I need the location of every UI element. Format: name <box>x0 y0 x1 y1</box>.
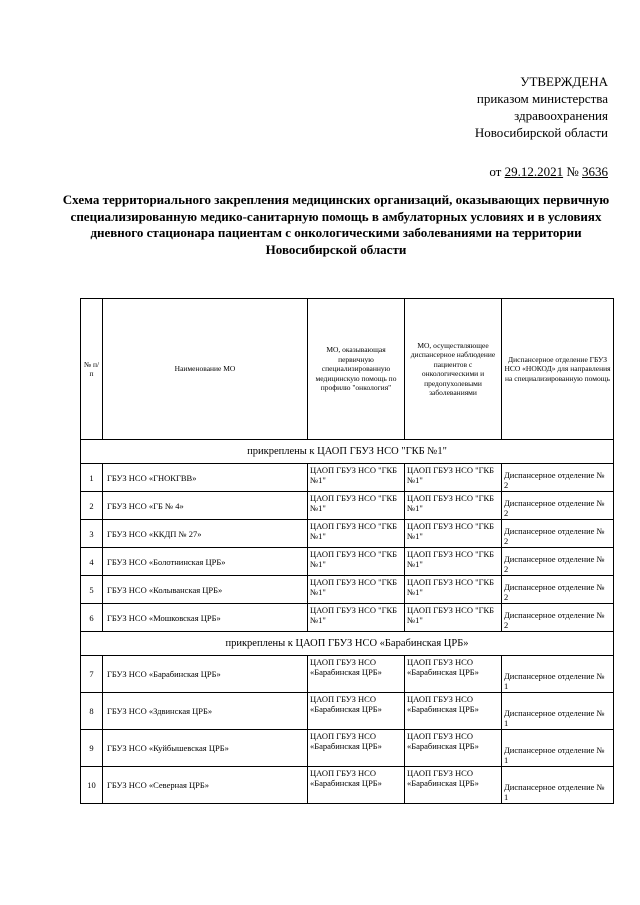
cell-mo: ЦАОП ГБУЗ НСО "ГКБ №1" <box>308 576 405 604</box>
table-row <box>81 492 614 520</box>
cell-name: ГБУЗ НСО «ГБ № 4» <box>103 492 308 520</box>
order-date: 29.12.2021 <box>504 164 564 179</box>
cell-mo: ЦАОП ГБУЗ НСО "ГКБ №1" <box>308 520 405 548</box>
cell-mo: ЦАОП ГБУЗ НСО "ГКБ №1" <box>308 604 405 632</box>
cell-mo: ЦАОП ГБУЗ НСО "ГКБ №1" <box>308 464 405 492</box>
cell-num: 9 <box>81 730 103 767</box>
cell-observation: ЦАОП ГБУЗ НСО "ГКБ №1" <box>405 548 502 576</box>
cell-name: ГБУЗ НСО «Северная ЦРБ» <box>103 767 308 804</box>
cell-mo: ЦАОП ГБУЗ НСО «Барабинская ЦРБ» <box>308 767 405 804</box>
approval-block <box>475 73 608 180</box>
cell-num: 2 <box>81 492 103 520</box>
table-row <box>81 730 614 767</box>
cell-observation: ЦАОП ГБУЗ НСО "ГКБ №1" <box>405 520 502 548</box>
cell-dispensary: Диспансерное отделение № 1 <box>502 693 614 730</box>
cell-observation: ЦАОП ГБУЗ НСО "ГКБ №1" <box>405 492 502 520</box>
cell-dispensary: Диспансерное отделение № 2 <box>502 548 614 576</box>
cell-mo: ЦАОП ГБУЗ НСО «Барабинская ЦРБ» <box>308 730 405 767</box>
approval-line-4: Новосибирской области <box>474 125 608 140</box>
table-row <box>81 767 614 804</box>
cell-observation: ЦАОП ГБУЗ НСО "ГКБ №1" <box>405 604 502 632</box>
cell-mo: ЦАОП ГБУЗ НСО «Барабинская ЦРБ» <box>308 656 405 693</box>
cell-observation: ЦАОП ГБУЗ НСО "ГКБ №1" <box>405 464 502 492</box>
date-prefix: от <box>489 164 502 179</box>
cell-name: ГБУЗ НСО «Мошковская ЦРБ» <box>103 604 308 632</box>
number-prefix: № <box>566 164 579 179</box>
cell-name: ГБУЗ НСО «Барабинская ЦРБ» <box>103 656 308 693</box>
cell-dispensary: Диспансерное отделение № 1 <box>502 767 614 804</box>
document-title: Схема территориального закрепления медицинских организаций, оказывающих первичную специализированную медико-санитарную помощь в амбулаторных условиях и в условиях дневного стационара пациентам с онкологическими заболеваниями на территории Новосибирской области <box>62 192 610 257</box>
cell-name: ГБУЗ НСО «Здвинская ЦРБ» <box>103 693 308 730</box>
cell-num: 7 <box>81 656 103 693</box>
table-row <box>81 520 614 548</box>
cell-name: ГБУЗ НСО «ККДП № 27» <box>103 520 308 548</box>
cell-observation: ЦАОП ГБУЗ НСО «Барабинская ЦРБ» <box>405 693 502 730</box>
table-row <box>81 576 614 604</box>
section-row <box>81 632 614 656</box>
assignment-table <box>80 298 614 804</box>
cell-num: 1 <box>81 464 103 492</box>
cell-num: 3 <box>81 520 103 548</box>
cell-num: 5 <box>81 576 103 604</box>
cell-name: ГБУЗ НСО «ГНОКГВВ» <box>103 464 308 492</box>
cell-observation: ЦАОП ГБУЗ НСО «Барабинская ЦРБ» <box>405 656 502 693</box>
approval-line-2: приказом министерства <box>476 91 608 106</box>
approval-line-1: УТВЕРЖДЕНА <box>520 74 608 89</box>
cell-dispensary: Диспансерное отделение № 1 <box>502 656 614 693</box>
cell-mo: ЦАОП ГБУЗ НСО "ГКБ №1" <box>308 492 405 520</box>
header-num: № п/п <box>81 299 103 440</box>
cell-observation: ЦАОП ГБУЗ НСО «Барабинская ЦРБ» <box>405 767 502 804</box>
cell-num: 6 <box>81 604 103 632</box>
cell-mo: ЦАОП ГБУЗ НСО «Барабинская ЦРБ» <box>308 693 405 730</box>
section-label: прикреплены к ЦАОП ГБУЗ НСО «Барабинская ЦРБ» <box>81 632 614 656</box>
cell-dispensary: Диспансерное отделение № 2 <box>502 464 614 492</box>
section-label: прикреплены к ЦАОП ГБУЗ НСО "ГКБ №1" <box>81 440 614 464</box>
cell-observation: ЦАОП ГБУЗ НСО «Барабинская ЦРБ» <box>405 730 502 767</box>
cell-dispensary: Диспансерное отделение № 2 <box>502 604 614 632</box>
cell-dispensary: Диспансерное отделение № 2 <box>502 492 614 520</box>
header-observation: МО, осуществляющее диспансерное наблюдение пациентов с онкологическими и предопухолевыми заболеваниями <box>405 299 502 440</box>
cell-observation: ЦАОП ГБУЗ НСО "ГКБ №1" <box>405 576 502 604</box>
cell-num: 4 <box>81 548 103 576</box>
cell-dispensary: Диспансерное отделение № 2 <box>502 520 614 548</box>
cell-num: 10 <box>81 767 103 804</box>
table-body <box>81 440 614 804</box>
table-row <box>81 548 614 576</box>
order-date-line <box>475 163 608 180</box>
table-row <box>81 604 614 632</box>
section-row <box>81 440 614 464</box>
cell-name: ГБУЗ НСО «Болотнинская ЦРБ» <box>103 548 308 576</box>
table-row <box>81 693 614 730</box>
cell-name: ГБУЗ НСО «Колыванская ЦРБ» <box>103 576 308 604</box>
approval-line-3: здравоохранения <box>514 108 608 123</box>
cell-num: 8 <box>81 693 103 730</box>
cell-dispensary: Диспансерное отделение № 1 <box>502 730 614 767</box>
cell-name: ГБУЗ НСО «Куйбышевская ЦРБ» <box>103 730 308 767</box>
cell-mo: ЦАОП ГБУЗ НСО "ГКБ №1" <box>308 548 405 576</box>
table-row <box>81 656 614 693</box>
cell-dispensary: Диспансерное отделение № 2 <box>502 576 614 604</box>
header-dispensary: Диспансерное отделение ГБУЗ НСО «НОКОД» для направления на специализированную помощь <box>502 299 614 440</box>
header-mo: МО, оказывающая первичную специализированную медицинскую помощь по профилю "онкология" <box>308 299 405 440</box>
header-name: Наименование МО <box>103 299 308 440</box>
table-header-row <box>81 299 614 440</box>
order-number: 3636 <box>582 164 608 179</box>
table-row <box>81 464 614 492</box>
